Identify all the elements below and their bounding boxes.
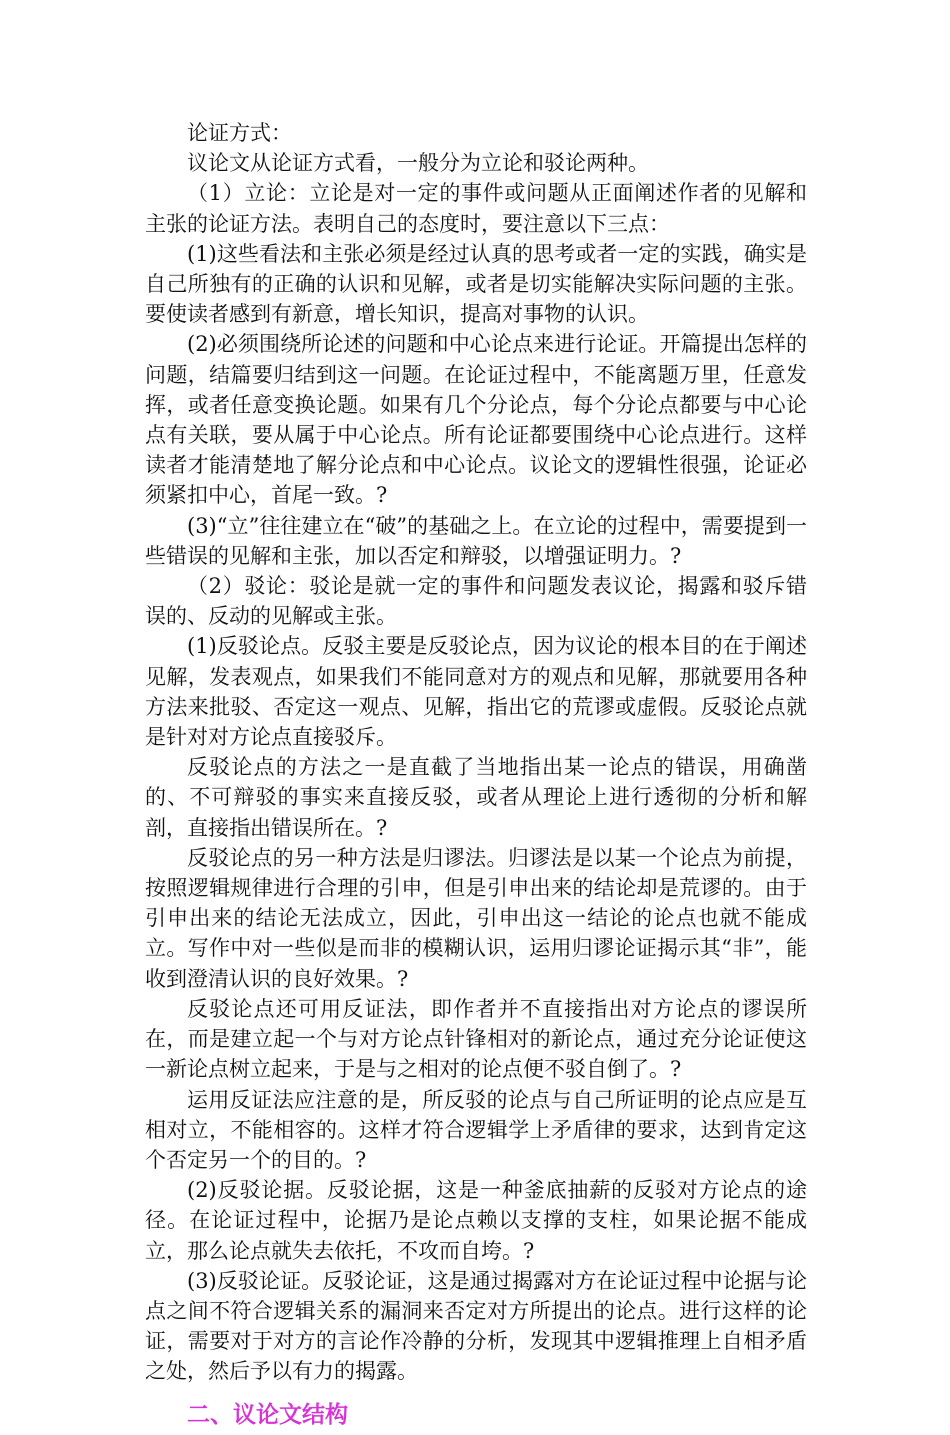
paragraph-lilun-point-2: (2)必须围绕所论述的问题和中心论点来进行论证。开篇提出怎样的问题，结篇要归结到这一问题。在论证过程中，不能离题万里，任意发挥，或者任意变换论题。如果有几个分论点，每个分论点都要与中心论点有关联，要从属于中心论点。所有论证都要围绕中心论点进行。这样读者才能清楚地了解分论点和中心论点。议论文的逻辑性很强，论证必须紧扣中心，首尾一致。? (145, 332, 807, 508)
paragraph-bolun: （2）驳论：驳论是就一定的事件和问题发表议论，揭露和驳斥错误的、反动的见解或主张。 (145, 574, 807, 629)
paragraph-bolun-method-3: 反驳论点还可用反证法，即作者并不直接指出对方论点的谬误所在，而是建立起一个与对方论点针锋相对的新论点，通过充分论证使这一新论点树立起来，于是与之相对的论点便不驳自倒了。? (145, 996, 807, 1082)
document-page (145, 118, 807, 1435)
paragraph-lilun-point-3: (3)“立”往往建立在“破”的基础之上。在立论的过程中，需要提到一些错误的见解和主张，加以否定和辩驳，以增强证明力。? (145, 513, 807, 568)
paragraph-bolun-method-2: 反驳论点的另一种方法是归谬法。归谬法是以某一个论点为前提，按照逻辑规律进行合理的引申，但是引申出来的结论却是荒谬的。由于引申出来的结论无法成立，因此，引申出这一结论的论点也就不能成立。写作中对一些似是而非的模糊认识，运用归谬论证揭示其“非”，能收到澄清认识的良好效果。? (145, 845, 807, 991)
section-heading: 二、议论文结构 (187, 1401, 348, 1428)
paragraph-label-method: 论证方式： (187, 121, 292, 145)
paragraph-bolun-method-1: 反驳论点的方法之一是直截了当地指出某一论点的错误，用确凿的、不可辩驳的事实来直接反驳，或者从理论上进行透彻的分析和解剖，直接指出错误所在。? (145, 755, 807, 840)
paragraph-lilun-point-1: (1)这些看法和主张必须是经过认真的思考或者一定的实践，确实是自己所独有的正确的认识和见解，或者是切实能解决实际问题的主张。要使读者感到有新意，增长知识，提高对事物的认识。 (145, 241, 807, 327)
paragraph-bolun-point-3: (3)反驳论证。反驳论证，这是通过揭露对方在论证过程中论据与论点之间不符合逻辑关系的漏洞来否定对方所提出的论点。进行这样的论证，需要对于对方的言论作冷静的分析，发现其中逻辑推理上自相矛盾之处，然后予以有力的揭露。 (145, 1268, 807, 1384)
paragraph-lilun: （1）立论：立论是对一定的事件或问题从正面阐述作者的见解和主张的论证方法。表明自己的态度时，要注意以下三点： (145, 181, 807, 236)
paragraph-bolun-note: 运用反证法应注意的是，所反驳的论点与自己所证明的论点应是互相对立，不能相容的。这样才符合逻辑学上矛盾律的要求，达到肯定这个否定另一个的目的。? (145, 1087, 807, 1172)
paragraph-intro: 议论文从论证方式看，一般分为立论和驳论两种。 (187, 151, 649, 176)
paragraph-bolun-point-2: (2)反驳论据。反驳论据，这是一种釜底抽薪的反驳对方论点的途径。在论证过程中，论据乃是论点赖以支撑的支柱，如果论据不能成立，那么论点就失去依托，不攻而自垮。? (145, 1178, 807, 1263)
paragraph-bolun-point-1: (1)反驳论点。反驳主要是反驳论点，因为议论的根本目的在于阐述见解，发表观点，如果我们不能同意对方的观点和见解，那就要用各种方法来批驳、否定这一观点、见解，指出它的荒谬或虚假。反驳论点就是针对对方论点直接驳斥。 (145, 634, 807, 750)
